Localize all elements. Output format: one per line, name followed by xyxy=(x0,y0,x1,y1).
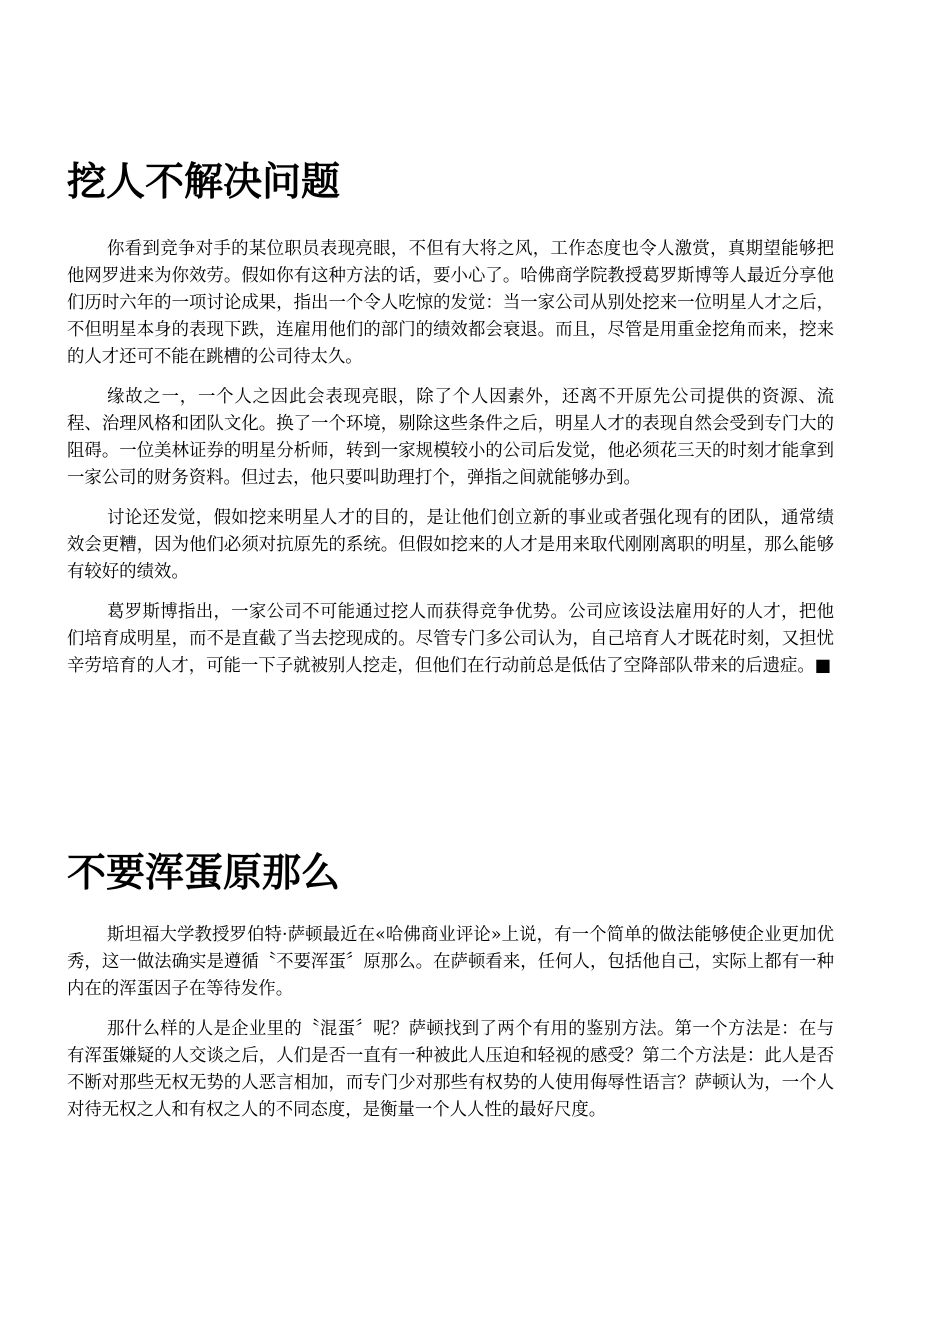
article-no-jerk-rule xyxy=(67,848,834,1137)
paragraph: 斯坦福大学教授罗伯特·萨顿最近在«哈佛商业评论»上说，有一个简单的做法能够使企业更加优秀，这一做法确实是遵循〝不要浑蛋〞原那么。在萨顿看来，任何人，包括他自己，实际上都有一种内在的浑蛋因子在等待发作。 xyxy=(67,925,834,999)
paragraph: 那什么样的人是企业里的〝混蛋〞呢？萨顿找到了两个有用的鉴别方法。第一个方法是：在与有浑蛋嫌疑的人交谈之后，人们是否一直有一种被此人压迫和轻视的感受？第二个方法是：此人是否不断对那些无权无势的人恶言相加，而专门少对那些有权势的人使用侮辱性语言？萨顿认为，一个人对待无权之人和有权之人的不同态度，是衡量一个人人性的最好尺度。 xyxy=(67,1019,834,1120)
article-body xyxy=(67,922,834,1124)
article-body xyxy=(67,236,834,680)
article-talent-poaching xyxy=(67,157,834,693)
paragraph: 葛罗斯博指出，一家公司不可能通过挖人而获得竞争优势。公司应该设法雇用好的人才，把他们培育成明星，而不是直截了当去挖现成的。尽管专门多公司认为，自己培育人才既花时刻，又担忧辛劳培育的人才，可能一下子就被别人挖走，但他们在行动前总是低估了空降部队带来的后遗症。■ xyxy=(67,602,834,676)
paragraph: 讨论还发觉，假如挖来明星人才的目的，是让他们创立新的事业或者强化现有的团队，通常绩效会更糟，因为他们必须对抗原先的系统。但假如挖来的人才是用来取代刚刚离职的明星，那么能够有较好的绩效。 xyxy=(67,508,834,582)
paragraph: 你看到竞争对手的某位职员表现亮眼，不但有大将之风，工作态度也令人激赏，真期望能够把他网罗进来为你效劳。假如你有这种方法的话，要小心了。哈佛商学院教授葛罗斯博等人最近分享他们历时六年的一项讨论成果，指出一个令人吃惊的发觉：当一家公司从别处挖来一位明星人才之后，不但明星本身的表现下跌，连雇用他们的部门的绩效都会衰退。而且，尽管是用重金挖角而来，挖来的人才还可不能在跳槽的公司待太久。 xyxy=(67,239,834,367)
paragraph: 缘故之一，一个人之因此会表现亮眼，除了个人因素外，还离不开原先公司提供的资源、流程、治理风格和团队文化。换了一个环境，剔除这些条件之后，明星人才的表现自然会受到专门大的阻碍。一位美林证券的明星分析师，转到一家规模较小的公司后发觉，他必须花三天的时刻才能拿到一家公司的财务资料。但过去，他只要叫助理打个，弹指之间就能够办到。 xyxy=(67,387,834,488)
article-title: 不要浑蛋原那么 xyxy=(67,851,341,896)
article-title: 挖人不解决问题 xyxy=(67,160,341,205)
